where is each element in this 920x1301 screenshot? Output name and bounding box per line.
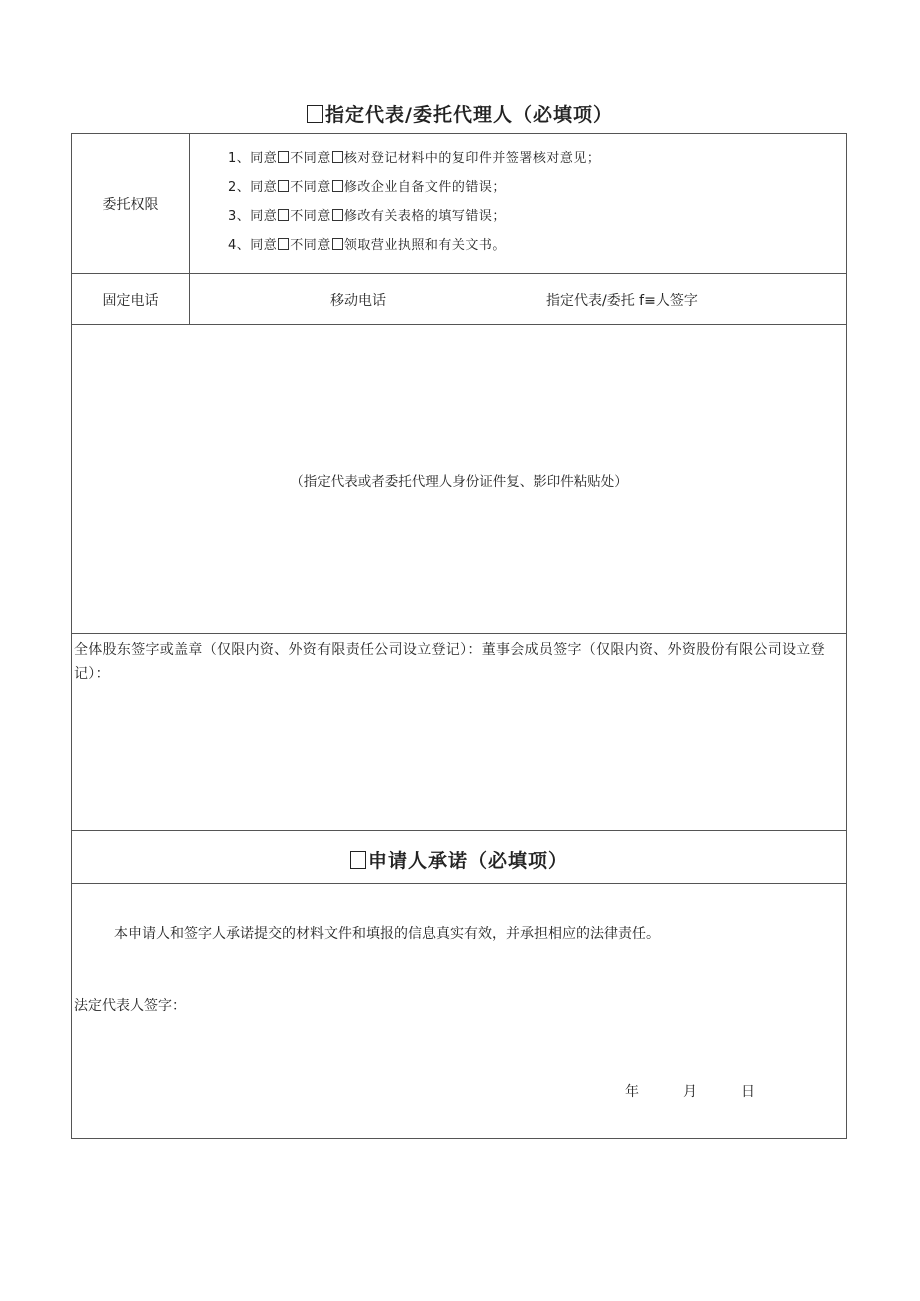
date-year-label: 年 — [625, 1084, 639, 1100]
disagree-checkbox[interactable] — [332, 238, 343, 250]
authority-item-3: 3、同意 不同意 修改有关表格的填写错误； — [228, 209, 506, 224]
legal-rep-signature-label: 法定代表人签字： — [74, 998, 186, 1014]
divider — [72, 324, 846, 325]
commitment-statement: 本申请人和签字人承诺提交的材料文件和填报的信息真实有效，并承担相应的法律责任。 — [114, 926, 660, 942]
authority-item-1: 1、同意 不同意 核对登记材料中的复印件并签署核对意见； — [228, 151, 601, 166]
shareholders-signature-label: 全体股东签字或盖章（仅限内资、外资有限责任公司设立登记）：董事会成员签字（仅限内资、外资股份有限公司设立登记）： — [74, 642, 825, 682]
commitment-title: 申请人承诺（必填项） — [72, 846, 846, 873]
id-paste-area-label: （指定代表或者委托代理人身份证件复、影印件粘贴处） — [290, 474, 628, 490]
fixed-phone-label: 固定电话 — [102, 293, 159, 309]
agree-checkbox[interactable] — [278, 209, 289, 221]
agree-checkbox[interactable] — [278, 238, 289, 250]
checkbox-icon[interactable] — [307, 105, 323, 123]
authority-item-4: 4、同意 不同意 领取营业执照和有关文书。 — [228, 238, 506, 253]
divider — [72, 883, 846, 884]
divider — [72, 830, 846, 831]
date-day-label: 日 — [741, 1084, 755, 1100]
authority-label: 委托权限 — [102, 197, 159, 213]
checkbox-icon[interactable] — [350, 851, 366, 869]
agree-checkbox[interactable] — [278, 151, 289, 163]
divider — [72, 633, 846, 634]
disagree-checkbox[interactable] — [332, 209, 343, 221]
column-divider — [189, 134, 190, 324]
disagree-checkbox[interactable] — [332, 180, 343, 192]
authority-item-2: 2、同意 不同意 修改企业自备文件的错误； — [228, 180, 506, 195]
mobile-phone-label: 移动电话 — [330, 293, 386, 309]
date-month-label: 月 — [683, 1084, 697, 1100]
agree-checkbox[interactable] — [278, 180, 289, 192]
form-title: 指定代表/委托代理人（必填项） — [0, 100, 920, 127]
agent-signature-label: 指定代表/委托 f≡人签字 — [546, 293, 698, 309]
form-table — [71, 133, 847, 1139]
disagree-checkbox[interactable] — [332, 151, 343, 163]
